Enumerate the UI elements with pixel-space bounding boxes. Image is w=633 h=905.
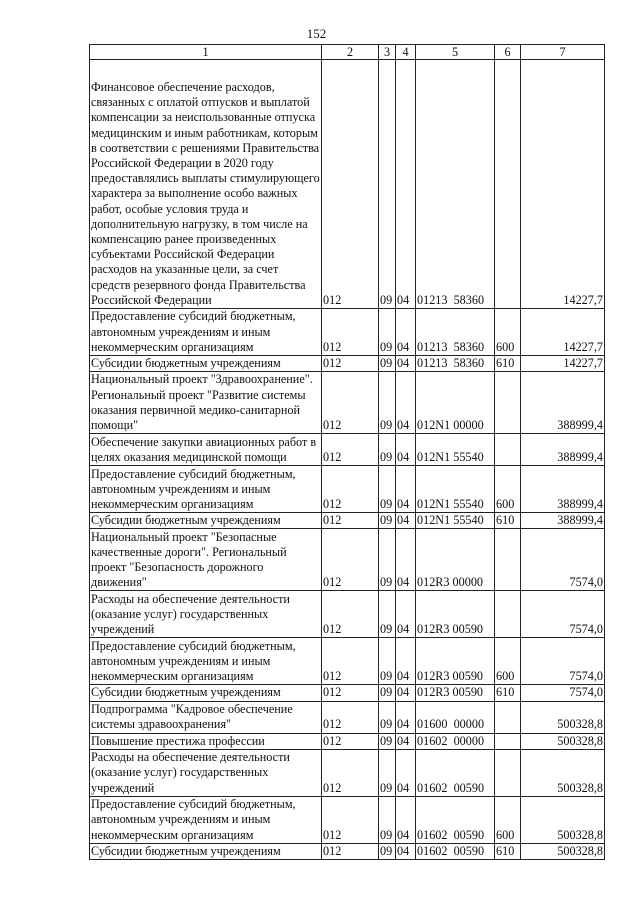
expense-type-cell (495, 434, 521, 466)
target-article-cell: 012R3 00590 (416, 638, 495, 685)
expense-type-cell (495, 701, 521, 733)
section-cell: 09 (379, 796, 396, 843)
subsection-cell: 04 (396, 356, 416, 372)
subsection-cell: 04 (396, 796, 416, 843)
admin-code-cell: 012 (322, 466, 379, 513)
subsection-cell: 04 (396, 372, 416, 434)
table-row (90, 701, 605, 733)
row-name-cell: Субсидии бюджетным учреждениям (90, 356, 322, 372)
target-article-cell: 01213 58360 (416, 356, 495, 372)
table-row (90, 591, 605, 638)
amount-cell: 14227,7 (521, 60, 605, 309)
table-row (90, 749, 605, 796)
admin-code-cell: 012 (322, 685, 379, 701)
target-article-cell: 012R3 00000 (416, 529, 495, 591)
amount-cell: 500328,8 (521, 749, 605, 796)
table-body (90, 60, 605, 860)
admin-code-cell: 012 (322, 638, 379, 685)
section-cell: 09 (379, 591, 396, 638)
column-header: 2 (322, 45, 379, 60)
section-cell: 09 (379, 372, 396, 434)
amount-cell: 500328,8 (521, 733, 605, 749)
amount-cell: 388999,4 (521, 372, 605, 434)
section-cell: 09 (379, 843, 396, 859)
target-article-cell: 01213 58360 (416, 309, 495, 356)
table-row (90, 733, 605, 749)
admin-code-cell: 012 (322, 529, 379, 591)
column-header: 4 (396, 45, 416, 60)
admin-code-cell: 012 (322, 356, 379, 372)
section-cell: 09 (379, 701, 396, 733)
table-row (90, 638, 605, 685)
row-name-cell: Предоставление субсидий бюджетным, автономным учреждениям и иным некоммерческим организациям (90, 466, 322, 513)
subsection-cell: 04 (396, 638, 416, 685)
table-row (90, 372, 605, 434)
table-row (90, 685, 605, 701)
section-cell: 09 (379, 749, 396, 796)
row-name-cell: Субсидии бюджетным учреждениям (90, 843, 322, 859)
target-article-cell: 01602 00000 (416, 733, 495, 749)
expense-type-cell: 600 (495, 638, 521, 685)
table-row (90, 513, 605, 529)
amount-cell: 14227,7 (521, 356, 605, 372)
target-article-cell: 01602 00590 (416, 749, 495, 796)
column-header: 5 (416, 45, 495, 60)
table-row (90, 843, 605, 859)
section-cell: 09 (379, 466, 396, 513)
subsection-cell: 04 (396, 685, 416, 701)
budget-table (89, 44, 605, 860)
row-name-cell: Национальный проект "Безопасные качественные дороги". Региональный проект "Безопасность дорожного движения" (90, 529, 322, 591)
expense-type-cell (495, 749, 521, 796)
expense-type-cell (495, 60, 521, 309)
table-row (90, 529, 605, 591)
section-cell: 09 (379, 638, 396, 685)
section-cell: 09 (379, 60, 396, 309)
section-cell: 09 (379, 733, 396, 749)
subsection-cell: 04 (396, 513, 416, 529)
column-header: 7 (521, 45, 605, 60)
amount-cell: 388999,4 (521, 466, 605, 513)
amount-cell: 500328,8 (521, 843, 605, 859)
target-article-cell: 01602 00590 (416, 843, 495, 859)
table-row (90, 356, 605, 372)
column-header: 1 (90, 45, 322, 60)
admin-code-cell: 012 (322, 749, 379, 796)
target-article-cell: 012N1 55540 (416, 513, 495, 529)
amount-cell: 14227,7 (521, 309, 605, 356)
expense-type-cell: 610 (495, 843, 521, 859)
admin-code-cell: 012 (322, 733, 379, 749)
target-article-cell: 01602 00590 (416, 796, 495, 843)
amount-cell: 7574,0 (521, 638, 605, 685)
target-article-cell: 012N1 55540 (416, 434, 495, 466)
amount-cell: 500328,8 (521, 796, 605, 843)
subsection-cell: 04 (396, 843, 416, 859)
table-row (90, 796, 605, 843)
admin-code-cell: 012 (322, 796, 379, 843)
row-name-cell: Предоставление субсидий бюджетным, автономным учреждениям и иным некоммерческим организациям (90, 638, 322, 685)
subsection-cell: 04 (396, 749, 416, 796)
admin-code-cell: 012 (322, 513, 379, 529)
admin-code-cell: 012 (322, 60, 379, 309)
section-cell: 09 (379, 685, 396, 701)
expense-type-cell: 600 (495, 466, 521, 513)
section-cell: 09 (379, 356, 396, 372)
table-row (90, 434, 605, 466)
amount-cell: 7574,0 (521, 685, 605, 701)
table-row (90, 466, 605, 513)
table-row (90, 309, 605, 356)
expense-type-cell (495, 372, 521, 434)
row-name-cell: Подпрограмма "Кадровое обеспечение системы здравоохранения" (90, 701, 322, 733)
row-name-cell: Расходы на обеспечение деятельности (оказание услуг) государственных учреждений (90, 749, 322, 796)
target-article-cell: 012R3 00590 (416, 685, 495, 701)
target-article-cell: 012N1 00000 (416, 372, 495, 434)
subsection-cell: 04 (396, 529, 416, 591)
subsection-cell: 04 (396, 733, 416, 749)
subsection-cell: 04 (396, 591, 416, 638)
expense-type-cell: 600 (495, 796, 521, 843)
row-name-cell: Предоставление субсидий бюджетным, автономным учреждениям и иным некоммерческим организациям (90, 309, 322, 356)
target-article-cell: 012N1 55540 (416, 466, 495, 513)
amount-cell: 388999,4 (521, 513, 605, 529)
expense-type-cell (495, 529, 521, 591)
target-article-cell: 012R3 00590 (416, 591, 495, 638)
page-number: 152 (306, 26, 327, 41)
row-name-cell: Финансовое обеспечение расходов, связанных с оплатой отпусков и выплатой компенсации за неиспользованные отпуска медицинским и иным работникам, которым в соответствии с решениями Правительства Российской Федерации в 2020 году предоставлялись выплаты стимулирующего характера за выполнение особо важных работ, особые условия труда и дополнительную нагрузку, в том числе на компенсацию ранее произведенных субъектами Российской Федерации расходов на указанные цели, за счет средств резервного фонда Правительства Российской Федерации (90, 60, 322, 309)
admin-code-cell: 012 (322, 372, 379, 434)
target-article-cell: 01600 00000 (416, 701, 495, 733)
row-name-cell: Повышение престижа профессии (90, 733, 322, 749)
amount-cell: 7574,0 (521, 591, 605, 638)
amount-cell: 500328,8 (521, 701, 605, 733)
target-article-cell: 01213 58360 (416, 60, 495, 309)
subsection-cell: 04 (396, 701, 416, 733)
section-cell: 09 (379, 529, 396, 591)
row-name-cell: Национальный проект "Здравоохранение". Региональный проект "Развитие системы оказания первичной медико-санитарной помощи" (90, 372, 322, 434)
admin-code-cell: 012 (322, 591, 379, 638)
expense-type-cell (495, 733, 521, 749)
admin-code-cell: 012 (322, 843, 379, 859)
expense-type-cell (495, 591, 521, 638)
section-cell: 09 (379, 434, 396, 466)
admin-code-cell: 012 (322, 309, 379, 356)
row-name-cell: Расходы на обеспечение деятельности (оказание услуг) государственных учреждений (90, 591, 322, 638)
row-name-cell: Субсидии бюджетным учреждениям (90, 513, 322, 529)
section-cell: 09 (379, 513, 396, 529)
table-row (90, 60, 605, 309)
column-header: 6 (495, 45, 521, 60)
admin-code-cell: 012 (322, 434, 379, 466)
expense-type-cell: 600 (495, 309, 521, 356)
column-header: 3 (379, 45, 396, 60)
row-name-cell: Обеспечение закупки авиационных работ в целях оказания медицинской помощи (90, 434, 322, 466)
admin-code-cell: 012 (322, 701, 379, 733)
table-header-row (90, 45, 605, 60)
expense-type-cell: 610 (495, 685, 521, 701)
row-name-cell: Субсидии бюджетным учреждениям (90, 685, 322, 701)
amount-cell: 388999,4 (521, 434, 605, 466)
row-name-cell: Предоставление субсидий бюджетным, автономным учреждениям и иным некоммерческим организациям (90, 796, 322, 843)
section-cell: 09 (379, 309, 396, 356)
subsection-cell: 04 (396, 466, 416, 513)
amount-cell: 7574,0 (521, 529, 605, 591)
subsection-cell: 04 (396, 434, 416, 466)
subsection-cell: 04 (396, 60, 416, 309)
subsection-cell: 04 (396, 309, 416, 356)
expense-type-cell: 610 (495, 513, 521, 529)
expense-type-cell: 610 (495, 356, 521, 372)
